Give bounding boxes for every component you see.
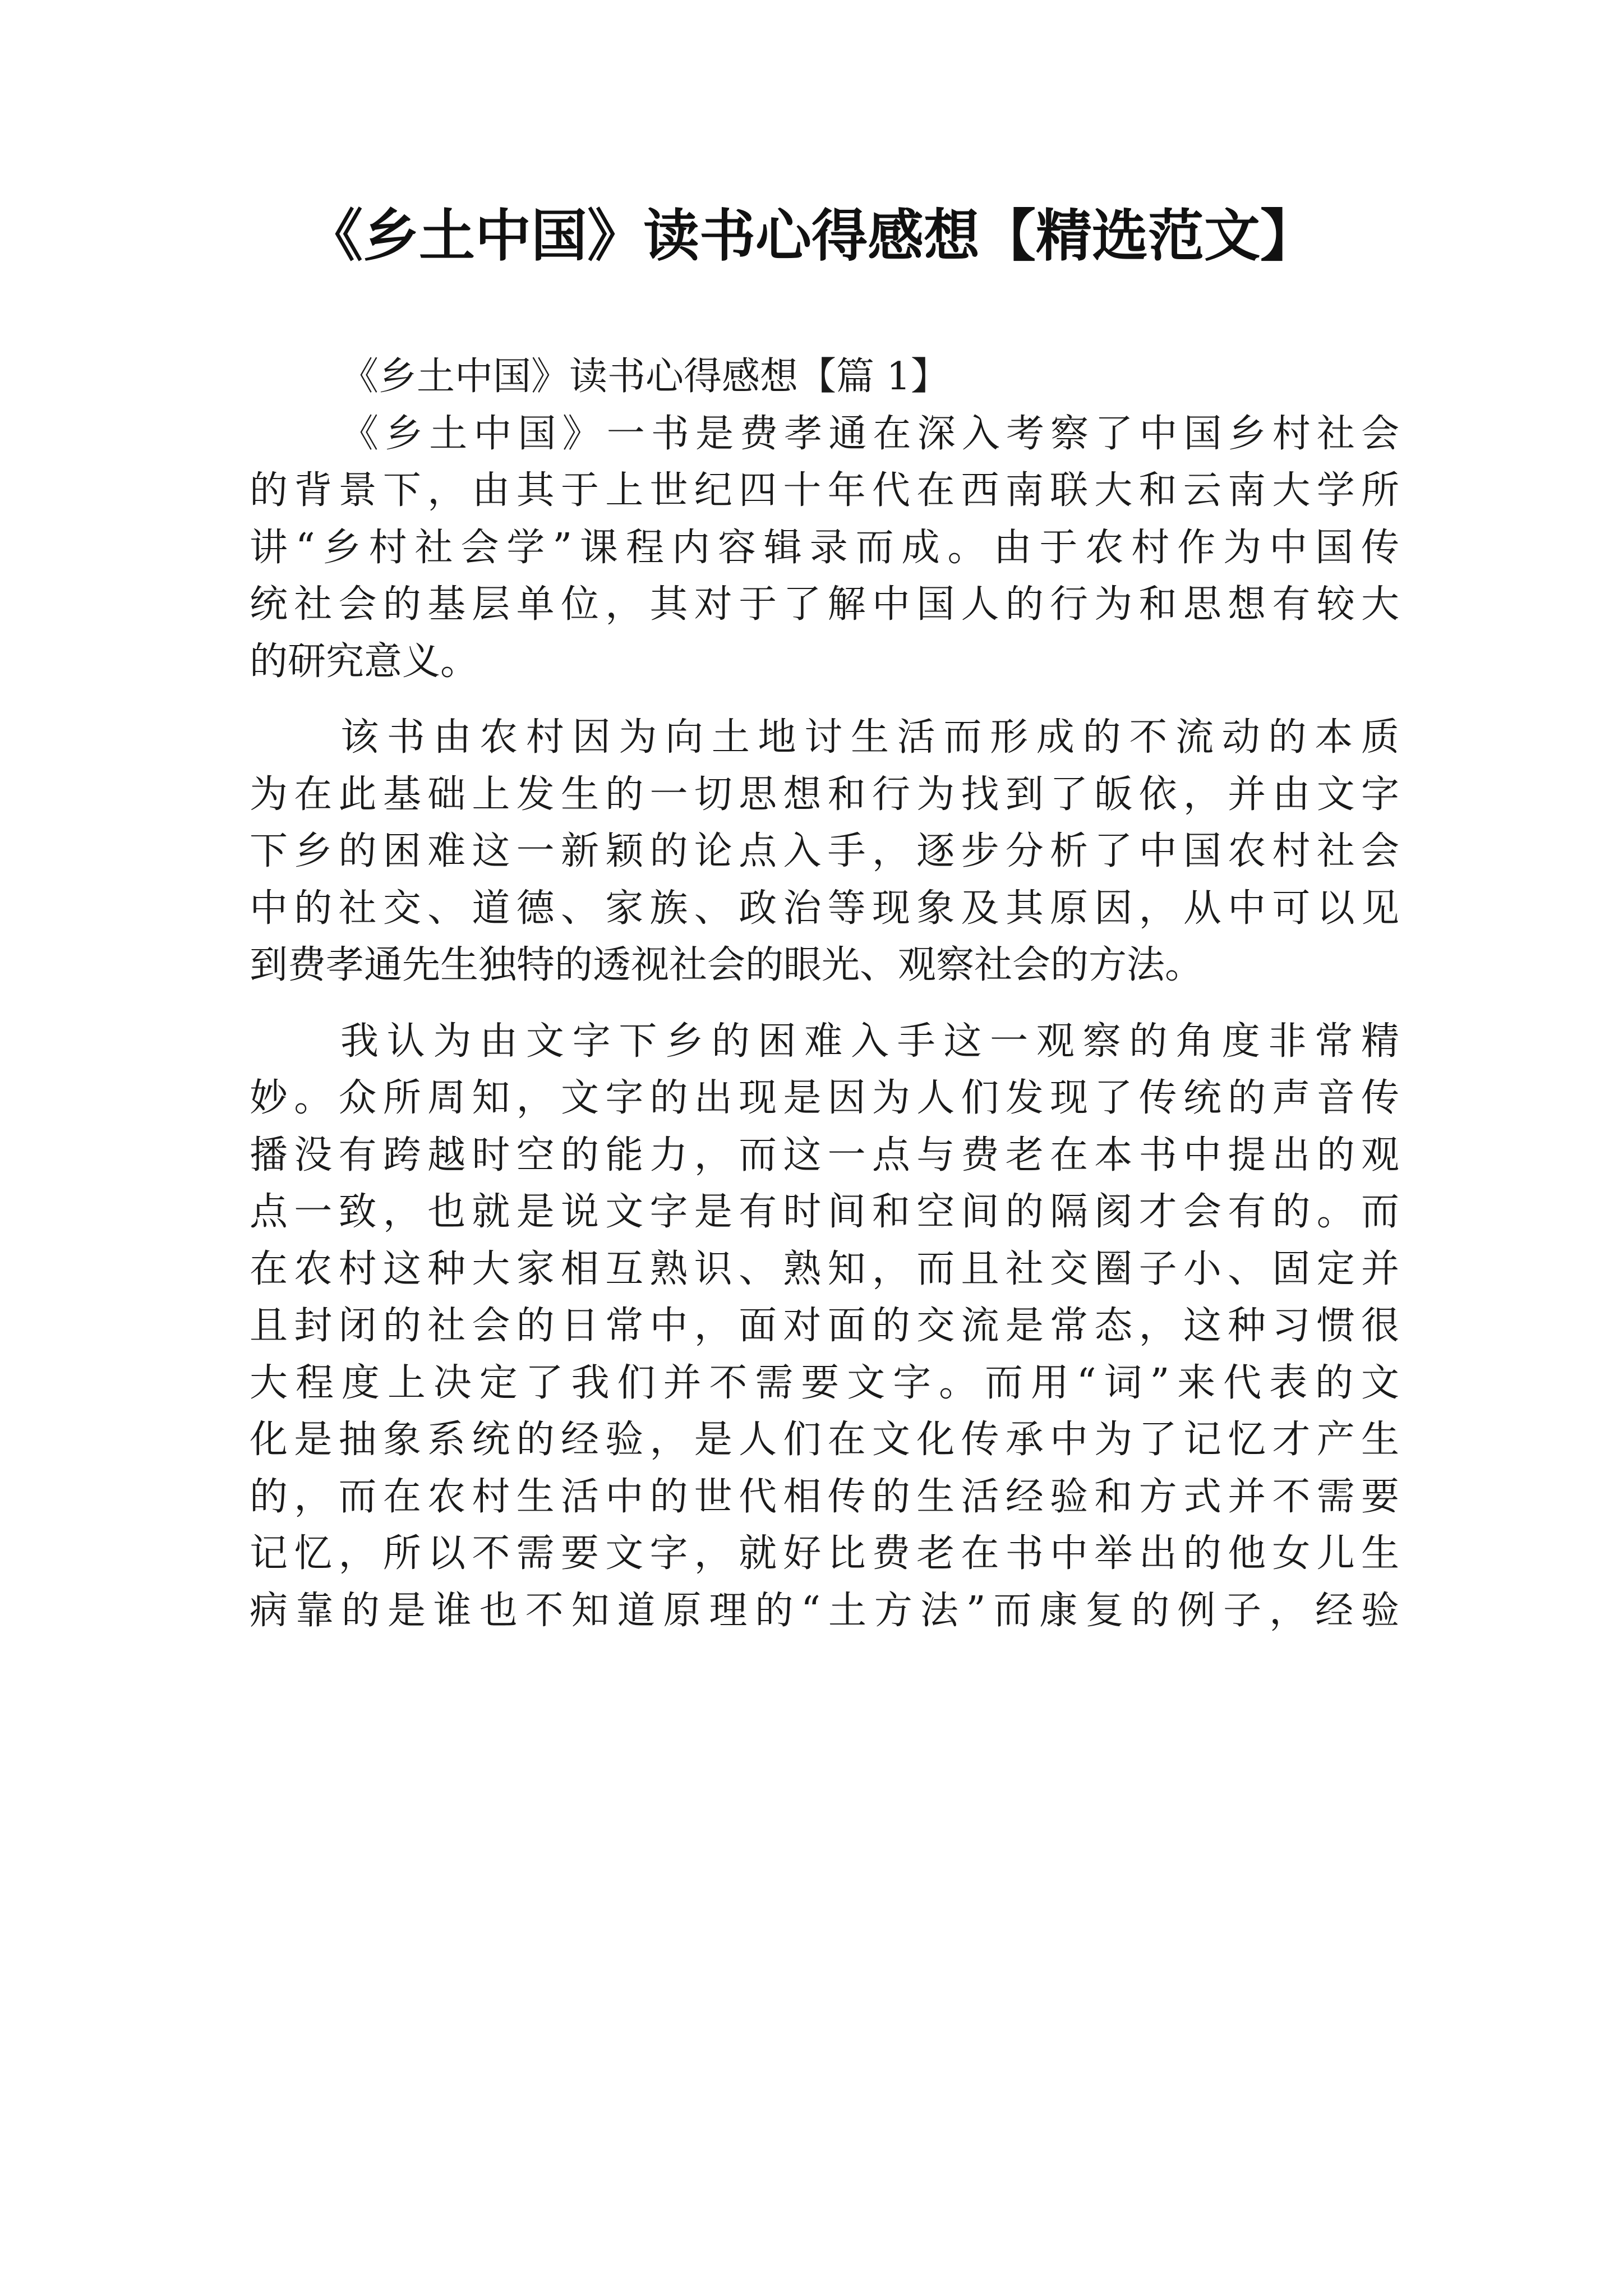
paragraph-line: 下乡的困难这一新颖的论点入手，逐步分析了中国农村社会 <box>250 829 1399 873</box>
paragraph-line: 妙。众所周知，文字的出现是因为人们发现了传统的声音传 <box>250 1076 1399 1120</box>
paragraph-3 <box>250 1013 1399 1640</box>
paragraph-2 <box>250 709 1399 994</box>
paragraph-line: 点一致，也就是说文字是有时间和空间的隔阂才会有的。而 <box>250 1190 1399 1234</box>
paragraph-line: 的，而在农村生活中的世代相传的生活经验和方式并不需要 <box>250 1474 1399 1519</box>
document-body <box>250 348 1399 1639</box>
paragraph-line: 播没有跨越时空的能力，而这一点与费老在本书中提出的观 <box>250 1133 1399 1177</box>
paragraph-line: 病靠的是谁也不知道原理的“土方法”而康复的例子，经验 <box>250 1588 1399 1633</box>
paragraph-line: 统社会的基层单位，其对于了解中国人的行为和思想有较大 <box>250 582 1399 627</box>
paragraph-line: 记忆，所以不需要文字，就好比费老在书中举出的他女儿生 <box>250 1531 1399 1576</box>
paragraph-line: 为在此基础上发生的一切思想和行为找到了皈依，并由文字 <box>250 772 1399 817</box>
paragraph-line: 大程度上决定了我们并不需要文字。而用“词”来代表的文 <box>250 1360 1399 1405</box>
paragraph-line: 我认为由文字下乡的困难入手这一观察的角度非常精 <box>340 1019 1399 1064</box>
paragraph-line: 到费孝通先生独特的透视社会的眼光、观察社会的方法。 <box>250 943 1204 987</box>
paragraph-line: 在农村这种大家相互熟识、熟知，而且社交圈子小、固定并 <box>250 1246 1399 1291</box>
document-title: 《乡土中国》读书心得感想【精选范文】 <box>307 203 1316 269</box>
paragraph-line: 的背景下，由其于上世纪四十年代在西南联大和云南大学所 <box>250 468 1399 513</box>
paragraph-line: 化是抽象系统的经验，是人们在文化传承中为了记忆才产生 <box>250 1418 1399 1462</box>
paragraph-line: 该书由农村因为向土地讨生活而形成的不流动的本质 <box>340 715 1399 760</box>
paragraph-line: 且封闭的社会的日常中，面对面的交流是常态，这种习惯很 <box>250 1304 1399 1348</box>
paragraph-line: 中的社交、道德、家族、政治等现象及其原因，从中可以见 <box>250 886 1399 931</box>
paragraph-line: 《乡土中国》一书是费孝通在深入考察了中国乡村社会 <box>340 411 1399 456</box>
paragraph-line: 的研究意义。 <box>250 639 479 684</box>
paragraph-1 <box>250 406 1399 691</box>
paragraph-line: 讲“乡村社会学”课程内容辑录而成。由于农村作为中国传 <box>250 525 1399 570</box>
section-heading: 《乡土中国》读书心得感想【篇 1】 <box>340 355 949 399</box>
